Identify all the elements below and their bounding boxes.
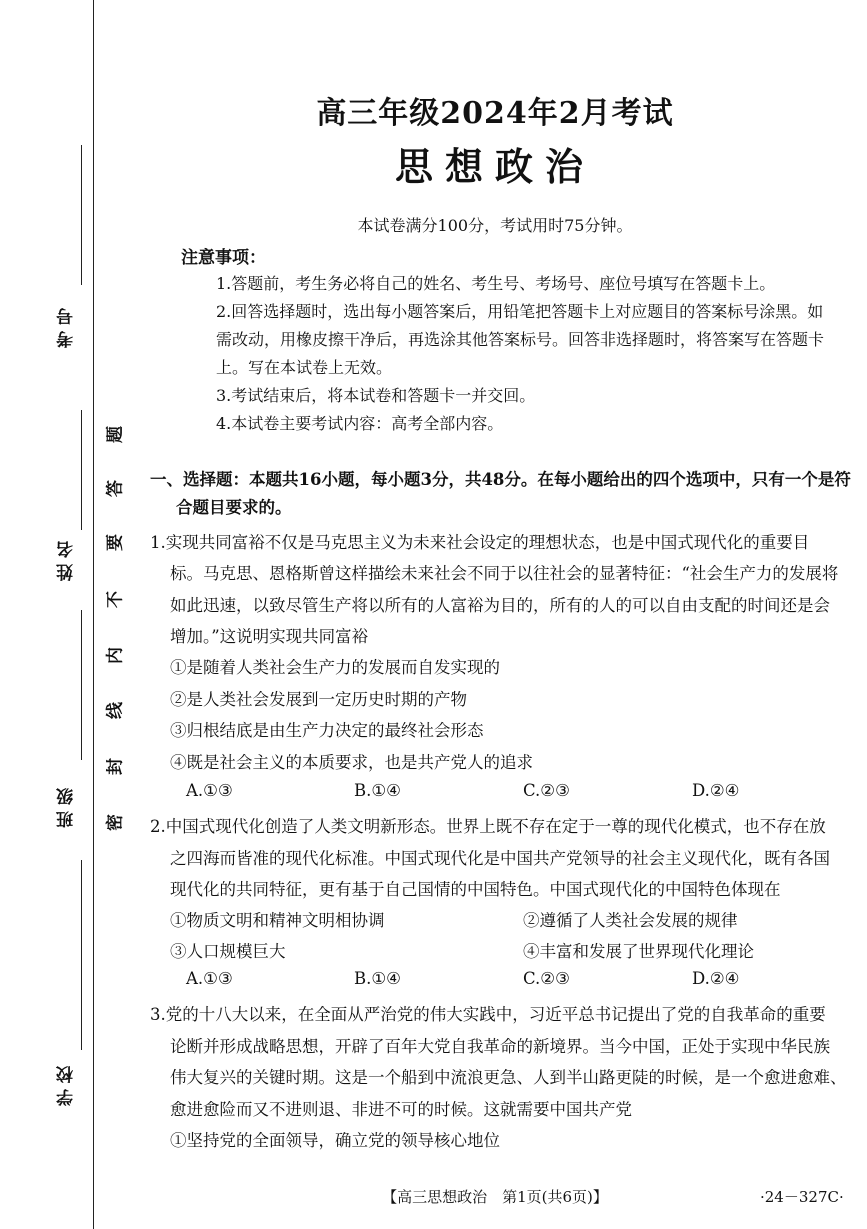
statement: ②是人类社会发展到一定历史时期的产物 [170, 690, 467, 709]
statement: ①物质文明和精神文明相协调 [170, 911, 385, 930]
field-label-xingming: 姓名 [57, 535, 77, 581]
notice-item: 2.回答选择题时，选出每小题答案后，用铅笔把答题卡上对应题目的答案标号涂黑。如需改动，用橡皮擦干净后，再选涂其他答案标号。回答非选择题时，将答案写在答题卡上。写在本试卷上无效。 [216, 302, 825, 377]
seal-char: 不 [105, 591, 126, 608]
statement: ④既是社会主义的本质要求，也是共产党人的追求 [170, 753, 533, 772]
question-text: 增加。”这说明实现共同富裕 [170, 627, 369, 646]
notice-item: 1.答题前，考生务必将自己的姓名、考生号、考场号、座位号填写在答题卡上。 [216, 274, 776, 293]
seal-char: 线 [105, 702, 126, 719]
option-d[interactable]: D.②④ [692, 969, 740, 988]
question-text: 伟大复兴的关键时期。这是一个船到中流浪更急、人到半山路更陡的时候，是一个愈进愈难、 [170, 1068, 847, 1087]
question-text: 3.党的十八大以来，在全面从严治党的伟大实践中，习近平总书记提出了党的自我革命的重要 [150, 1005, 826, 1024]
option-a[interactable]: A.①③ [186, 781, 233, 800]
field-label-xuexiao: 学校 [57, 1060, 77, 1106]
exam-title: 高三年级2024年2月考试 [316, 96, 674, 131]
seal-char: 要 [105, 534, 126, 551]
notice-item: 3.考试结束后，将本试卷和答题卡一并交回。 [216, 386, 536, 405]
paper-code: ·24－327C· [760, 1188, 844, 1206]
statement: ③人口规模巨大 [170, 942, 286, 961]
question-text: 标。马克思、恩格斯曾这样描绘未来社会不同于以往社会的显著特征：“社会生产力的发展将 [170, 564, 839, 583]
section-heading-cont: 合题目要求的。 [176, 498, 292, 517]
question-text: 如此迅速，以致尽管生产将以所有的人富裕为目的，所有的人的可以自由支配的时间还是会 [170, 596, 830, 615]
field-label-kaohao: 考号 [57, 302, 77, 348]
question-text: 论断并形成战略思想，开辟了百年大党自我革命的新境界。当今中国，正处于实现中华民族 [170, 1037, 830, 1056]
xingming-blank-line [81, 410, 82, 530]
notice-item: 4.本试卷主要考试内容：高考全部内容。 [216, 414, 504, 433]
question-text: 现代化的共同特征，更有基于自己国情的中国特色。中国式现代化的中国特色体现在 [170, 880, 781, 899]
notice-heading: 注意事项： [181, 248, 266, 268]
option-b[interactable]: B.①④ [354, 969, 401, 988]
notice-list [184, 270, 824, 438]
question-text: 1.实现共同富裕不仅是马克思主义为未来社会设定的理想状态，也是中国式现代化的重要目 [150, 533, 810, 552]
seal-char: 题 [105, 426, 126, 443]
question-text: 2.中国式现代化创造了人类文明新形态。世界上既不存在定于一尊的现代化模式，也不存在放 [150, 817, 826, 836]
statement: ①坚持党的全面领导，确立党的领导核心地位 [170, 1131, 500, 1150]
option-a[interactable]: A.①③ [186, 969, 233, 988]
section-heading: 一、选择题：本题共16小题，每小题3分，共48分。在每小题给出的四个选项中，只有一个是符 [150, 470, 851, 489]
statement: ①是随着人类社会生产力的发展而自发实现的 [170, 658, 500, 677]
statement: ③归根结底是由生产力决定的最终社会形态 [170, 721, 484, 740]
question-text: 之四海而皆准的现代化标准。中国式现代化是中国共产党领导的社会主义现代化，既有各国 [170, 849, 830, 868]
banji-blank-line [81, 860, 82, 1050]
seal-char: 答 [105, 480, 126, 497]
seal-char: 封 [105, 758, 126, 775]
statement: ②遵循了人类社会发展的规律 [523, 911, 738, 930]
option-d[interactable]: D.②④ [692, 781, 740, 800]
seal-char: 内 [105, 647, 126, 664]
subject-title: 思想政治 [394, 144, 595, 189]
option-b[interactable]: B.①④ [354, 781, 401, 800]
statement: ④丰富和发展了世界现代化理论 [523, 942, 754, 961]
option-c[interactable]: C.②③ [523, 969, 570, 988]
field-label-banji: 班级 [57, 782, 77, 828]
page-footer-label: 【高三思想政治 第1页(共6页)】 [382, 1188, 608, 1206]
option-c[interactable]: C.②③ [523, 781, 570, 800]
question-text: 愈进愈险而又不进则退、非进不可的时候。这就需要中国共产党 [170, 1100, 632, 1119]
xingming-blank-line-2 [81, 610, 82, 760]
exam-info: 本试卷满分100分，考试用时75分钟。 [357, 216, 633, 235]
seal-char: 密 [105, 814, 126, 831]
